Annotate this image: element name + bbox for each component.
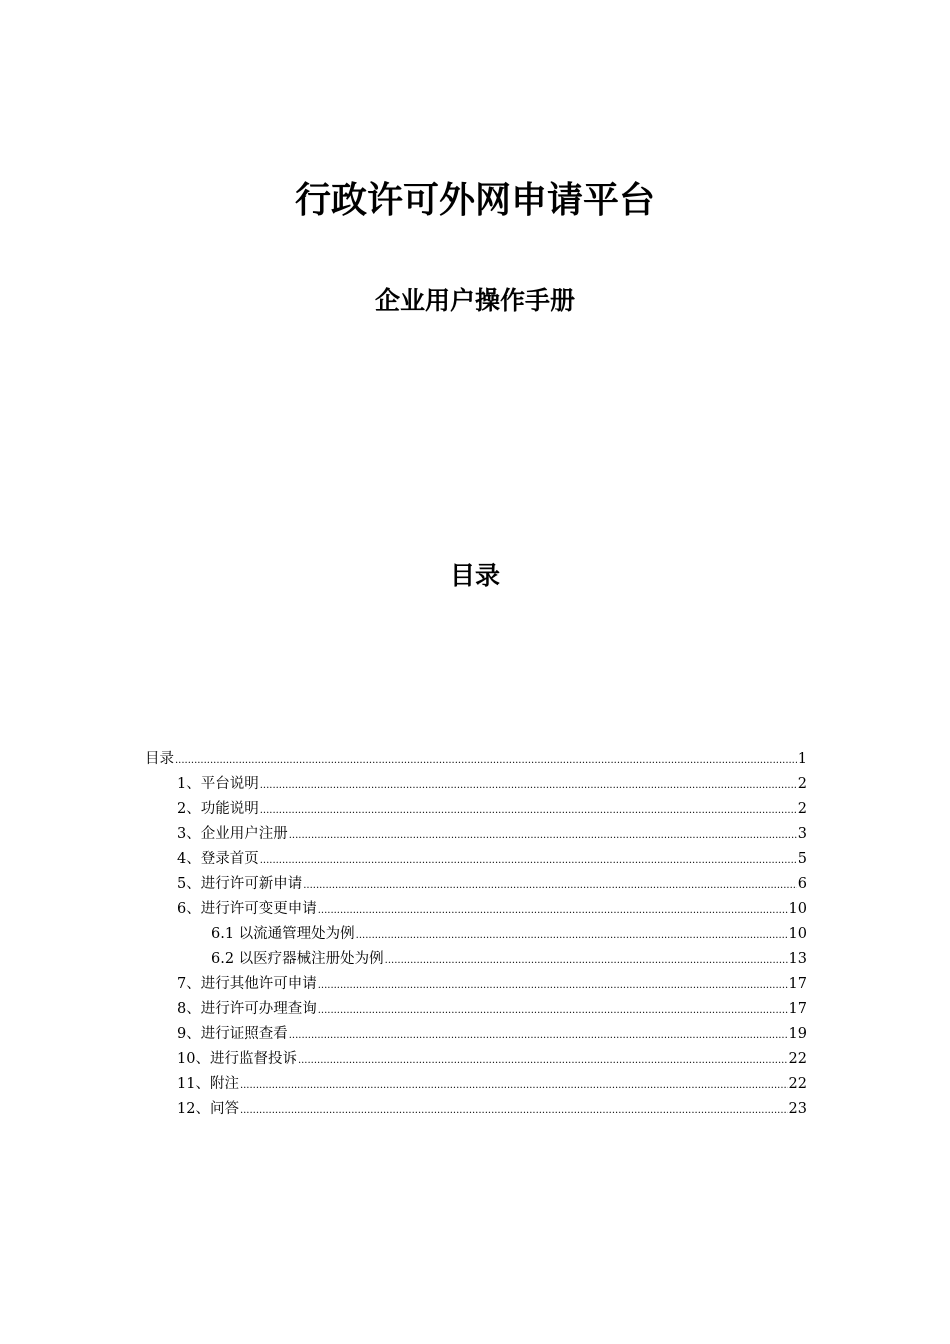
toc-entry-label: 2、功能说明	[177, 801, 259, 817]
toc-page-number: 6	[797, 876, 807, 892]
toc-entry-label: 12、问答	[177, 1101, 239, 1117]
toc-dot-leader	[385, 951, 788, 971]
toc-dot-leader	[318, 901, 788, 921]
toc-entry[interactable]	[145, 749, 807, 774]
toc-page-number: 22	[788, 1076, 807, 1092]
toc-entry-label: 11、附注	[177, 1076, 239, 1092]
toc-dot-leader	[318, 1001, 788, 1021]
toc-dot-leader	[356, 926, 788, 946]
toc-page-number: 17	[788, 976, 807, 992]
toc-page-number: 22	[788, 1051, 807, 1067]
table-of-contents	[145, 749, 807, 1124]
toc-entry[interactable]	[145, 824, 807, 849]
toc-dot-leader	[298, 1051, 788, 1071]
toc-entry-label: 4、登录首页	[177, 851, 259, 867]
toc-page-number: 2	[797, 776, 807, 792]
toc-page-number: 19	[788, 1026, 807, 1042]
toc-page-number: 1	[797, 751, 807, 767]
toc-entry-label: 10、进行监督投诉	[177, 1051, 297, 1067]
toc-entry[interactable]	[145, 849, 807, 874]
toc-entry[interactable]	[145, 899, 807, 924]
document-title: 行政许可外网申请平台	[294, 180, 655, 221]
toc-dot-leader	[260, 801, 797, 821]
toc-dot-leader	[289, 1026, 788, 1046]
toc-page-number: 23	[788, 1101, 807, 1117]
toc-entry[interactable]	[145, 1099, 807, 1124]
toc-entry[interactable]	[145, 999, 807, 1024]
toc-entry-label: 8、进行许可办理查询	[177, 1001, 317, 1017]
toc-entry[interactable]	[145, 974, 807, 999]
toc-dot-leader	[260, 851, 797, 871]
toc-entry[interactable]	[145, 924, 807, 949]
toc-page-number: 17	[788, 1001, 807, 1017]
toc-entry[interactable]	[145, 1024, 807, 1049]
toc-dot-leader	[260, 776, 797, 796]
toc-entry-label: 5、进行许可新申请	[177, 876, 303, 892]
toc-entry-label: 1、平台说明	[177, 776, 259, 792]
toc-entry-label: 6、进行许可变更申请	[177, 901, 317, 917]
toc-entry-label: 7、进行其他许可申请	[177, 976, 317, 992]
toc-page-number: 13	[788, 951, 807, 967]
toc-page-number: 10	[788, 901, 807, 917]
toc-entry-label: 6.1 以流通管理处为例	[211, 926, 355, 942]
toc-dot-leader	[175, 751, 797, 771]
document-subtitle: 企业用户操作手册	[374, 286, 575, 315]
toc-entry[interactable]	[145, 799, 807, 824]
toc-entry-label: 9、进行证照查看	[177, 1026, 288, 1042]
toc-entry-label: 3、企业用户注册	[177, 826, 288, 842]
toc-heading: 目录	[449, 561, 500, 590]
toc-page-number: 2	[797, 801, 807, 817]
toc-entry[interactable]	[145, 774, 807, 799]
toc-entry[interactable]	[145, 1049, 807, 1074]
toc-dot-leader	[240, 1076, 788, 1096]
toc-dot-leader	[303, 876, 797, 896]
toc-page-number: 3	[797, 826, 807, 842]
toc-page-number: 10	[788, 926, 807, 942]
toc-entry-label: 目录	[145, 751, 174, 767]
toc-dot-leader	[240, 1101, 788, 1121]
toc-dot-leader	[318, 976, 788, 996]
toc-dot-leader	[289, 826, 797, 846]
toc-page-number: 5	[797, 851, 807, 867]
toc-entry-label: 6.2 以医疗器械注册处为例	[211, 951, 384, 967]
toc-entry[interactable]	[145, 949, 807, 974]
toc-entry[interactable]	[145, 874, 807, 899]
toc-entry[interactable]	[145, 1074, 807, 1099]
